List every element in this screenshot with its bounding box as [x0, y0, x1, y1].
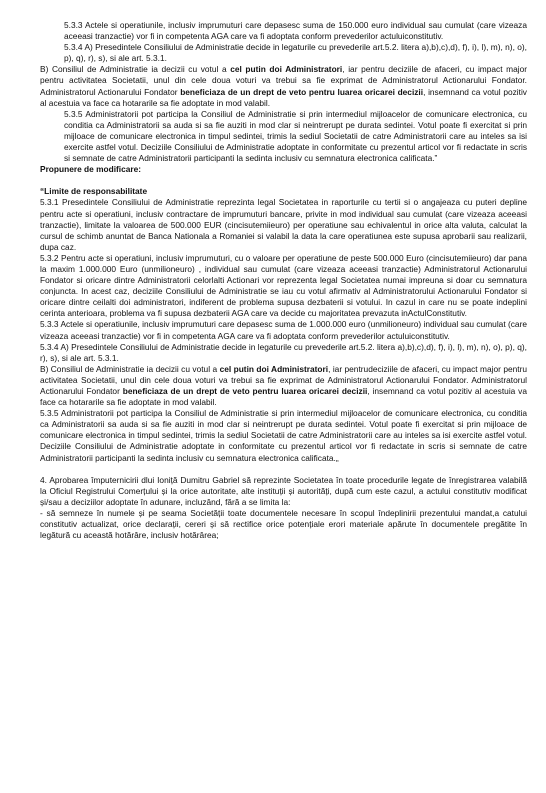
- clause-5-3-3-new: 5.3.3 Actele si operatiunile, inclusiv imprumuturi care depasesc suma de 1.000.000 euro (unmilioneuro) individual sau cumulat (care vizeaza aceeasi tranzactie) vor fi in competenta AGA care va fi adoptata conform prevederilor actuluiconstitutiv.: [40, 319, 527, 341]
- clause-5-3-3-original: 5.3.3 Actele si operatiunile, inclusiv imprumuturi care depasesc suma de 150.000 euro individual sau cumulat (care vizeaza aceeasi tranzactie) vor fi in competenta AGA care va fi adoptata conform prevederilor actuluiconstitutiv.: [64, 20, 527, 42]
- clause-5-3-2-new: 5.3.2 Pentru acte si operatiuni, inclusiv imprumuturi, cu o valoare per operatiune de peste 500.000 Euro (cincisutemiieuro) dar pana la maxim 1.000.000 Euro (unmilioneuro) , individual sau cumulat (care vizeaza aceeasi tranzactie) Administratorul Actionarului Fondator si oricare dintre Administratorii celorlalti Actionari vor reprezenta legal Societatea numai impreuna si doar cu semnatura conjuncta. In acest caz, deciziile Consiliului de Administratie se iau cu votul afirmativ al Administratorului Actionarului Fondator si oricare dintre ceilalti doi administratori, indiferent de problema supusa dezbaterii si votului. In cazul in care nu se poate indeplini cerinta anterioara, problema va fi supusa dezbaterii AGA care va decide cu majoritatea prevazuta inActulConstitutiv.: [40, 252, 527, 319]
- clause-5-3-5-original: 5.3.5 Administratorii pot participa la Consiliul de Administratie si prin intermediul mijloacelor de comunicare electronica, cu conditia ca Administratorii sa auda si sa fie auziti in mod clar si neintrerupt pe durata sedintei. Votul poate fi exercitat si prin mijloace de comunicare electronica in timpul sedintei, trimis la sediul Societatii de catre Administratorii care au inteles sa isi exercite astfel votul. Deciziile Consiliului de Administratie adoptate in conformitate cu prezentul articol vor fi redactate in scris si semnate de catre Administratorii participanti la sedinta inclusiv cu semnatura electronica calificata.”: [64, 108, 527, 164]
- limits-heading-text: “Limite de responsabilitate: [40, 186, 148, 197]
- clause-b-new-text-1: B) Consiliul de Administratie ia decizii cu votul a: [40, 363, 220, 374]
- clause-b-new-bold-1: cel putin doi Administratori: [219, 363, 329, 374]
- clause-b-new-text-2: , iar pentrudeciziile de afaceri, cu impact major pentru activitatea Societatii, unul din cele doua voturi va trebui sa fie exprimat de Administratorul Actionarului Fondator. Administratorul Actionarului Fondator: [40, 363, 528, 396]
- item-4-paragraph: 4. Aprobarea împuternicirii dlui Ioniță Dumitru Gabriel să reprezinte Societatea în toate procedurile legate de înregistrarea valabilă la Oficiul Registrului Comerțului și la orice autoritate, alte instituții și autorități, după cum este cazul, a actului constitutiv modificat și/sau a deciziilor adoptate în adunare, incluzând, fără a se limita la:: [40, 474, 527, 507]
- proposal-heading: [40, 164, 527, 175]
- clause-b-text-1: B) Consiliul de Administratie ia decizii cu votul a: [40, 64, 231, 75]
- clause-b-new: [40, 364, 527, 408]
- clause-b-bold-1: cel putin doi Administratori: [230, 64, 343, 75]
- document-page: [40, 20, 527, 541]
- clause-b-new-text-3: , insemnand ca votul pozitiv al acestuia va face ca hotararile sa fie adoptate in mod valabil.: [40, 386, 527, 408]
- clause-b-text-2: , iar pentru deciziile de afaceri, cu impact major pentru activitatea Societatii, unul din cele doua voturi va trebui sa fie exprimat de Administratorul Actionarului Fondator. Administratorul Actionarului Fondator: [40, 64, 527, 97]
- clause-5-3-4-original: 5.3.4 A) Presedintele Consiliului de Administratie decide in legaturile cu prevederile art.5.2. litera a),b),c),d), f), i), l), m), n), o), p), q), r), s), si ale art. 5.3.1.: [64, 42, 527, 64]
- clause-b-original: [40, 64, 527, 108]
- spacer: [40, 175, 527, 186]
- limits-heading: [40, 186, 527, 197]
- clause-5-3-4-new: 5.3.4 A) Presedintele Consiliului de Administratie decide in legaturile cu prevederile art.5.2. litera a),b),c),d), f), i), l), m), n), o), p), q), r), s), si ale art. 5.3.1.: [40, 341, 527, 363]
- clause-b-new-bold-2: beneficiaza de un drept de veto pentru luarea oricarei decizii: [122, 386, 368, 396]
- clause-5-3-5-new: 5.3.5 Administratorii pot participa la Consiliul de Administratie si prin intermediul mijloacelor de comunicare electronica, cu conditia ca Administratorii sa auda si sa fie auziti in mod clar si neintrerupt pe durata sedintei. Votul poate fi exercitat si prin mijloace de comunicare electronica in timpul sedintei, trimis la sediul Societatii de catre Administratorii care au inteles sa isi exercite astfel votul. Deciziile Consiliului de Administratie adoptate in conformitate cu prezentul articol vor fi redactate in scris si semnate de catre Administratorii participanti la sedinta inclusiv cu semnatura electronica calificata.„: [40, 408, 527, 463]
- item-4-bullet: - să semneze în numele și pe seama Societății toate documentele necesare în scopul îndeplinirii prezentului mandat,a catului constitutiv actualizat, orice declarații, cereri și să rectifice orice potențiale erori materiale apărute în documentele pregătite în legătură cu această hotărâre, inclusiv hotărârea;: [40, 507, 527, 541]
- clause-b-text-3: , insemnand ca votul pozitiv al acestuia va face ca hotararile sa fie adoptate in mod valabil.: [40, 86, 527, 108]
- spacer: [40, 464, 527, 475]
- clause-b-bold-2: beneficiaza de un drept de veto pentru luarea oricarei decizii: [180, 86, 424, 97]
- clause-5-3-1-new: 5.3.1 Presedintele Consiliului de Administratie reprezinta legal Societatea in raporturile cu tertii si o angajeaza cu puteri depline pentru acte si operatiuni, inclusiv contractare de imprumuturi bancare, privite in mod individual sau cumulat (care vizeaza aceeasi tranzactie), limitate la valoarea de 500.000 EUR (cincisutemiieuro) per operatiune sau echivalentul in orice alta valuta, calculat la cursul de schimb anuntat de Banca Nationala a Romaniei si valabil la data la care operatiunea este supusa aprobarii sau realizarii, dupa caz.: [40, 197, 527, 252]
- proposal-heading-text: Propunere de modificare:: [40, 164, 142, 175]
